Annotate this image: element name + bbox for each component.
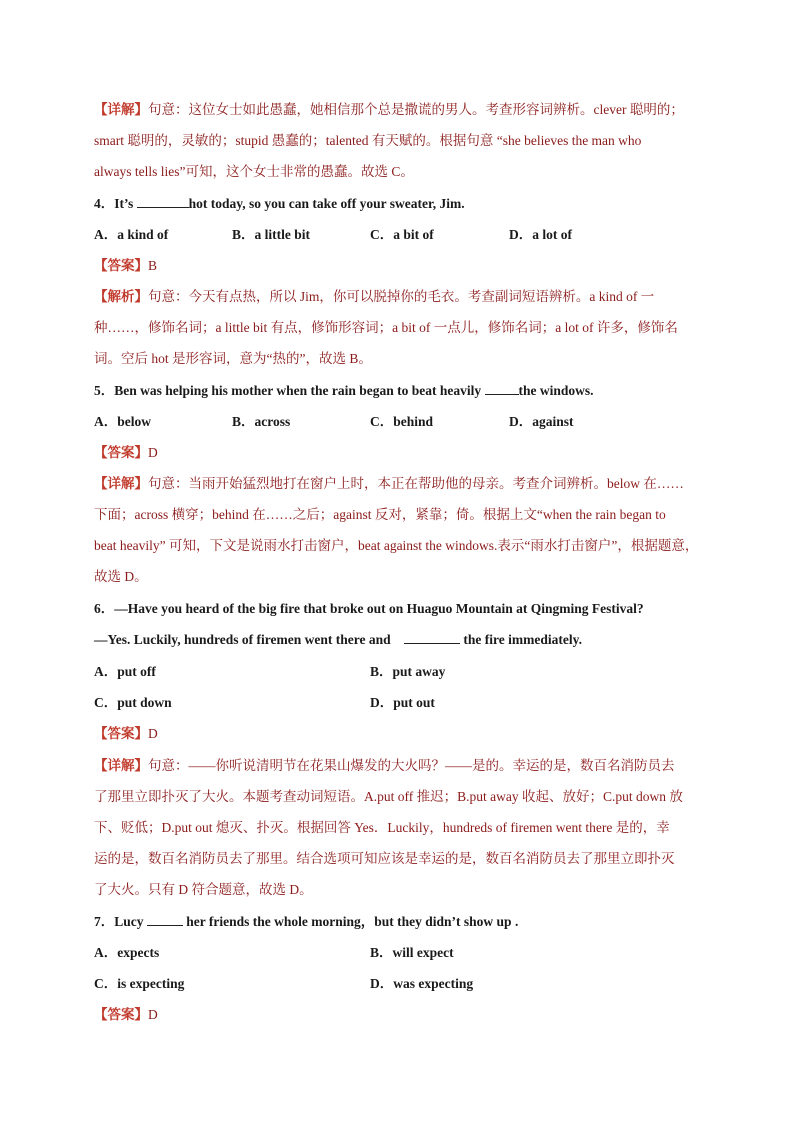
q5-option-c: C．behind (370, 414, 434, 429)
q5-option-d: D．against (509, 414, 574, 429)
question-4 (94, 194, 704, 214)
explain-text: 句意：——你听说清明节在花果山爆发的大火吗？——是的。幸运的是，数百名消防员去 (148, 758, 675, 773)
q4-option-c: C．a bit of (370, 227, 434, 242)
explain-text: 句意：今天有点热，所以 Jim，你可以脱掉你的毛衣。考查副词短语辨析。a kind of 一 (148, 289, 655, 304)
q6-explain-line-1 (94, 756, 704, 776)
q5-option-a: A．below (94, 414, 151, 429)
q5-explain-line-1 (94, 474, 704, 494)
answer-blank (137, 195, 189, 208)
answer-tag: 【答案】 (94, 726, 148, 741)
answer-value: D (148, 726, 158, 741)
q4-option-a: A．a kind of (94, 227, 169, 242)
q4-option-b: B．a little bit (232, 227, 310, 242)
explain-tag: 【详解】 (94, 476, 148, 491)
question-stem: 7．Lucy (94, 914, 147, 929)
answer-tag: 【答案】 (94, 258, 148, 273)
answer-value: D (148, 1007, 158, 1022)
q7-option-d: D．was expecting (370, 976, 474, 991)
q7-option-b: B．will expect (370, 945, 454, 960)
q6-explain-line-2: 了那里立即扑灭了大火。本题考查动词短语。A.put off 推迟；B.put away 收起、放好；C.put down 放 (94, 789, 683, 804)
answer-blank (147, 913, 183, 926)
question-stem-rest: the fire immediately. (460, 632, 582, 647)
q4-explain-line-1 (94, 287, 704, 307)
q7-answer (94, 1005, 704, 1025)
q6-explain-line-5: 了大火。只有 D 符合题意，故选 D。 (94, 882, 313, 897)
q5-option-b: B．across (232, 414, 291, 429)
q4-explain-line-3: 词。空后 hot 是形容词，意为“热的”，故选 B。 (94, 351, 372, 366)
q6-explain-line-4: 运的是，数百名消防员去了那里。结合选项可知应该是幸运的是，数百名消防员去了那里立即扑灭 (94, 851, 675, 866)
q3-explain-line-1 (94, 100, 704, 120)
explain-tag: 【详解】 (94, 758, 148, 773)
question-7 (94, 912, 704, 932)
q6-option-a: A．put off (94, 664, 156, 679)
question-stem-rest: hot today, so you can take off your sweater, Jim. (188, 196, 465, 211)
question-stem-rest: the windows. (518, 383, 594, 398)
q6-explain-line-3: 下、贬低；D.put out 熄灭、扑灭。根据回答 Yes．Luckily，hundreds of firemen went there 是的，幸 (94, 820, 670, 835)
q3-explain-line-3: always tells lies”可知，这个女士非常的愚蠢。故选 C。 (94, 164, 414, 179)
q4-option-d: D．a lot of (509, 227, 572, 242)
answer-blank (404, 631, 460, 644)
explain-tag: 【解析】 (94, 289, 148, 304)
q5-explain-line-2: 下面；across 横穿；behind 在……之后；against 反对，紧靠；倚。根据上文“when the rain began to (94, 507, 666, 522)
q5-explain-line-3: beat heavily” 可知，下文是说雨水打击窗户，beat against the windows.表示“雨水打击窗户”，根据题意， (94, 538, 699, 553)
answer-value: D (148, 445, 158, 460)
q3-explain-line-2: smart 聪明的，灵敏的；stupid 愚蠢的；talented 有天赋的。根据句意 “she believes the man who (94, 133, 642, 148)
explain-text: 句意：这位女士如此愚蠢，她相信那个总是撒谎的男人。考查形容词辨析。clever 聪明的； (148, 102, 684, 117)
question-5 (94, 381, 704, 401)
q6-option-d: D．put out (370, 695, 435, 710)
answer-tag: 【答案】 (94, 1007, 148, 1022)
q5-explain-line-4: 故选 D。 (94, 569, 148, 584)
q6-answer (94, 724, 704, 744)
q6-option-c: C．put down (94, 695, 172, 710)
q4-answer (94, 256, 704, 276)
q5-answer (94, 443, 704, 463)
question-6-line-2 (94, 630, 704, 650)
question-stem: 4．It’s (94, 196, 137, 211)
question-stem-rest: her friends the whole morning，but they didn’t show up . (182, 914, 519, 929)
explain-text: 句意：当雨开始猛烈地打在窗户上时，本正在帮助他的母亲。考查介词辨析。below 在…… (148, 476, 684, 491)
question-stem: —Yes. Luckily, hundreds of firemen went there and (94, 632, 395, 647)
answer-blank (485, 382, 519, 395)
question-6-line-1: 6．—Have you heard of the big fire that broke out on Huaguo Mountain at Qingming Festival? (94, 601, 644, 616)
answer-tag: 【答案】 (94, 445, 148, 460)
q7-option-a: A．expects (94, 945, 160, 960)
q6-option-b: B．put away (370, 664, 446, 679)
q7-option-c: C．is expecting (94, 976, 185, 991)
explain-tag: 【详解】 (94, 102, 148, 117)
question-stem: 5．Ben was helping his mother when the rain began to beat heavily (94, 383, 485, 398)
q4-explain-line-2: 种……，修饰名词；a little bit 有点，修饰形容词；a bit of 一点儿，修饰名词；a lot of 许多，修饰名 (94, 320, 678, 335)
answer-value: B (148, 258, 158, 273)
